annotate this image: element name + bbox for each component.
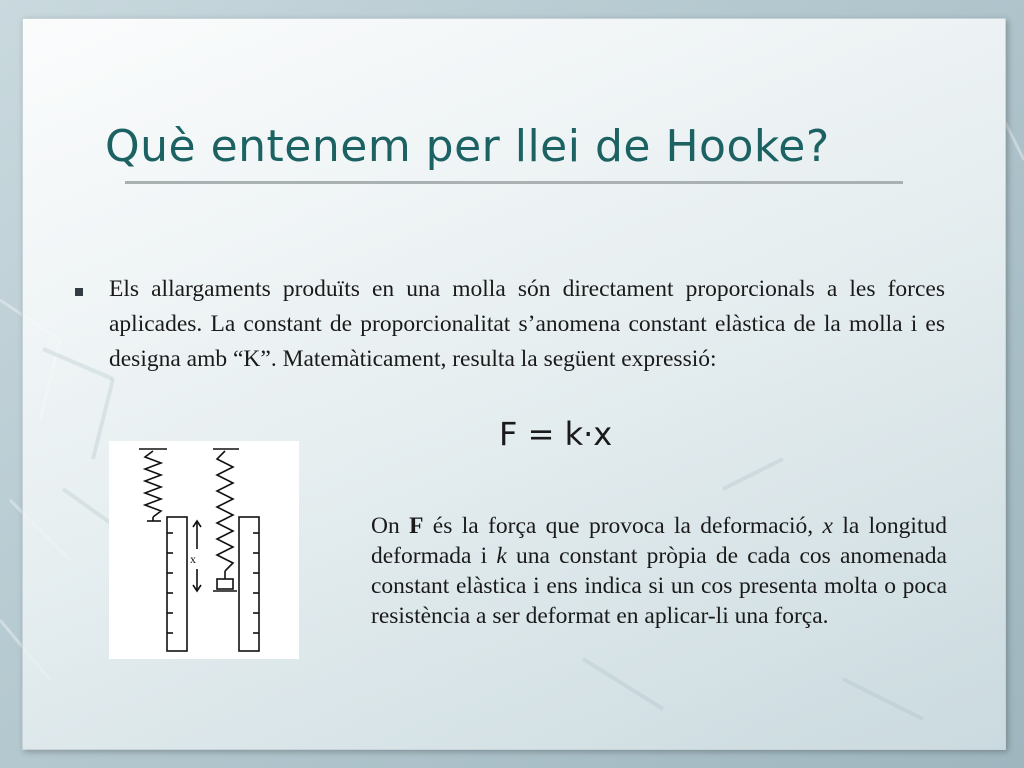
explanation-symbol-k: k xyxy=(496,543,507,569)
displacement-label: x xyxy=(190,552,196,566)
explanation-symbol-x: x xyxy=(822,513,833,539)
explanation-part-2: és la força que provoca la deformació, xyxy=(423,513,823,539)
explanation-part-4: una constant pròpia de cada cos anomenada constant elàstica i ens indica si un cos presenta molta o poca resistència a ser deformat en aplicar-li una força. xyxy=(371,543,947,629)
explanation-part-1: On xyxy=(371,513,410,539)
hooke-formula xyxy=(499,415,612,453)
title-underline xyxy=(125,181,903,184)
formula-equals: = xyxy=(517,415,565,453)
bullet-square-icon xyxy=(75,288,83,296)
spring-diagram-svg xyxy=(109,441,299,659)
formula-force: F xyxy=(499,415,518,453)
slide-panel xyxy=(22,18,1006,750)
formula-product: k·x xyxy=(564,415,613,453)
explanation-symbol-F: F xyxy=(409,513,424,539)
slide-title: Què entenem per llei de Hooke? xyxy=(105,121,830,172)
bullet-paragraph: Els allargaments produïts en una molla són directament proporcionals a les forces aplicades. La constant de proporcionalitat s’anomena constant elàstica de la molla i es designa amb “K”. Matemàticament, resulta la següent expressió: xyxy=(109,276,945,372)
spring-diagram xyxy=(109,441,299,659)
explanation-part-3: la longitud deformada i xyxy=(371,513,947,569)
explanation-paragraph xyxy=(371,511,947,631)
